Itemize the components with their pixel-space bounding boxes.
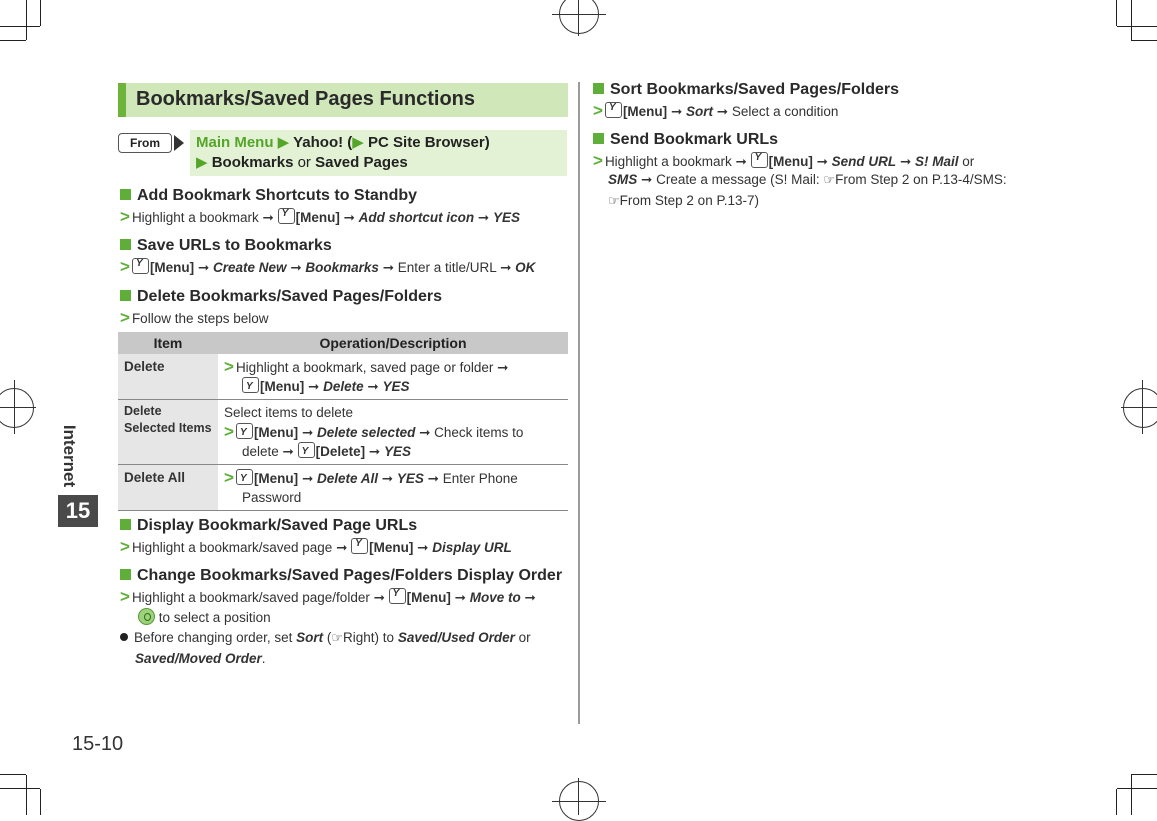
reference-text: From Step 2 on P.13-7) [619,193,759,208]
column-header-operation: Operation/Description [218,332,568,354]
chevron-right-icon: > [120,537,130,556]
step-text: Highlight a bookmark/saved page [131,540,333,555]
operation-cell: Select items to delete >Y [Menu] ➞ Delete selected ➞ Check items to delete ➞ Y[Delete] ➞ YES [218,400,568,465]
navigation-key-icon [138,608,155,625]
option-label: Delete All [317,471,379,486]
menu-path-line-2 [196,153,408,171]
menu-key-label: [Menu] [406,590,451,605]
crop-mark [1131,0,1132,40]
column-divider [578,82,580,724]
note-line-2 [135,651,266,666]
step-send-urls-cont2 [608,193,759,209]
option-label: Send URL [831,154,897,169]
step-change-order: > Highlight a bookmark/saved page/folder ➞ Y[Menu] ➞ Move to ➞ [120,587,536,607]
section-heading-change-order [120,567,562,585]
chapter-number-badge: 15 [58,495,98,527]
crop-mark [1116,789,1117,815]
operation-cell: > Highlight a bookmark, saved page or folder ➞ Y[Menu] ➞ Delete ➞ YES [218,354,568,400]
step-text: or [962,154,975,169]
bullet-icon [120,633,128,641]
item-cell: Delete All [118,465,218,511]
crop-mark [1131,775,1132,815]
heading-text: Display Bookmark/Saved Page URLs [137,517,418,534]
heading-text: Add Bookmark Shortcuts to Standby [137,187,418,204]
option-label: Delete [323,379,364,394]
yahoo-key-icon [389,588,406,604]
table-row [118,465,568,511]
crop-mark [0,788,40,789]
menu-path-box [190,130,567,176]
step-send-urls-cont: SMS ➞ Create a message (S! Mail: ☞From Step 2 on P.13-4/SMS: [608,172,1007,187]
registration-mark [1123,388,1157,428]
chevron-right-icon: > [224,422,234,441]
yahoo-key-icon [298,442,315,458]
triangle-icon: ▶ [277,134,290,151]
chevron-right-icon: > [120,308,130,327]
registration-mark [552,801,606,802]
option-label: Display URL [432,540,512,555]
crop-mark [1116,0,1117,26]
step-display-url: > Highlight a bookmark/saved page ➞ Y[Menu] ➞ Display URL [120,537,512,557]
option-label: Saved/Moved Order [135,651,262,666]
step-text: Enter Phone [442,471,518,486]
chevron-right-icon: > [120,257,130,276]
chapter-name: Internet [60,424,80,488]
menu-key-label: [Menu] [768,154,813,169]
step-text: Highlight a bookmark/saved page/folder [131,590,370,605]
step-text: Check items to [434,425,524,440]
menu-key-label: [Menu] [149,260,195,275]
item-cell: Delete [118,354,218,400]
crop-mark [26,0,27,40]
step-send-urls: > Highlight a bookmark ➞ Y[Menu] ➞ Send URL ➞ S! Mail or [593,151,974,171]
table-row [118,354,568,400]
delete-operations-table [118,332,568,511]
step-save-urls: >Y [Menu] ➞ Create New ➞ Bookmarks ➞ Enter a title/URL ➞ OK [120,257,535,277]
operation-cell: >Y [Menu] ➞ Delete All ➞ YES ➞ Enter Phone Password [218,465,568,511]
yahoo-key-icon [236,469,253,485]
yahoo-key-icon [351,538,368,554]
square-bullet-icon [593,83,604,94]
menu-key-label: [Menu] [253,425,299,440]
bookmarks-label: Bookmarks [211,154,294,171]
saved-pages-label: Saved Pages [315,154,408,171]
section-heading-delete [120,288,442,306]
yes-label: YES [396,471,424,486]
note-text: Before changing order, set [134,630,293,645]
option-label: Sort [296,630,324,645]
step-text: Password [242,490,302,505]
square-bullet-icon [120,290,131,301]
option-label: Create New [213,260,287,275]
note-text: Right) to [343,630,395,645]
registration-mark [578,0,579,36]
section-heading-sort [593,81,899,99]
section-heading-send-urls [593,131,778,149]
from-tab: From [118,133,172,153]
heading-text: Change Bookmarks/Saved Pages/Folders Display Order [137,567,563,584]
square-bullet-icon [593,133,604,144]
menu-path-line-1 [196,133,490,151]
step-text: Select a condition [731,104,839,119]
registration-mark [559,0,599,34]
yahoo-key-icon [751,152,768,168]
item-text: Delete [124,404,162,418]
registration-mark [0,388,34,428]
chevron-right-icon: > [224,357,234,376]
ok-label: OK [515,260,536,275]
main-menu-label: Main Menu [196,134,274,151]
section-heading-display-url [120,517,417,535]
item-cell [118,400,218,465]
section-title-bar [118,83,568,117]
heading-text: Delete Bookmarks/Saved Pages/Folders [137,288,443,305]
chapter-side-label [62,420,90,500]
square-bullet-icon [120,189,131,200]
chevron-right-icon: > [120,207,130,226]
chevron-right-icon: > [120,587,130,606]
yahoo-key-icon [278,208,295,224]
column-header-item: Item [118,332,218,354]
crop-mark [1117,26,1157,27]
pointing-hand-icon: ☞ [331,630,344,645]
yahoo-key-icon [605,102,622,118]
crop-mark [1131,774,1157,775]
heading-text: Save URLs to Bookmarks [137,237,332,254]
note-text: or [518,630,531,645]
option-label: Saved/Used Order [397,630,515,645]
registration-mark [0,407,36,408]
square-bullet-icon [120,519,131,530]
table-row [118,400,568,465]
registration-mark [1142,380,1143,434]
registration-mark [552,14,606,15]
yes-label: YES [382,379,410,394]
note-text: . [261,651,266,666]
step-text: Follow the steps below [131,311,269,326]
step-text: Select items to delete [224,405,354,420]
step-change-order-cont [138,608,271,625]
square-bullet-icon [120,569,131,580]
menu-key-label: [Menu] [253,471,299,486]
step-text: Highlight a bookmark [604,154,732,169]
pointing-hand-icon: ☞ [608,193,620,208]
step-text: Highlight a bookmark, saved page or folder [235,360,494,375]
registration-mark [14,380,15,434]
or-text: or [297,154,311,171]
step-add-shortcut: > Highlight a bookmark ➞ Y[Menu] ➞ Add shortcut icon ➞ YES [120,207,520,227]
step-sort: >Y [Menu] ➞ Sort ➞ Select a condition [593,101,838,121]
arrow-right-icon [174,135,184,151]
step-text: Highlight a bookmark [131,210,259,225]
crop-mark [0,26,40,27]
option-label: Move to [469,590,521,605]
table-header-row [118,332,568,354]
yahoo-key-icon [242,377,259,393]
section-heading-save-urls [120,237,332,255]
menu-key-label: [Menu] [295,210,340,225]
option-label: S! Mail [915,154,959,169]
crop-mark [0,40,26,41]
registration-mark [1121,407,1157,408]
menu-key-label: [Menu] [622,104,668,119]
option-label: Add shortcut icon [358,210,475,225]
step-text: Create a message (S! Mail: [656,172,820,187]
section-heading-add-shortcut [120,187,417,205]
triangle-icon: ▶ [352,134,364,151]
triangle-icon: ▶ [196,154,208,171]
chevron-right-icon: > [593,151,603,170]
heading-text: Send Bookmark URLs [610,131,779,148]
menu-key-label: [Menu] [260,379,305,394]
crop-mark [40,0,41,26]
page-number: 15-10 [72,733,124,755]
reference-text: From Step 2 on P.13-4/SMS: [835,172,1007,187]
heading-text: Sort Bookmarks/Saved Pages/Folders [610,81,899,98]
yes-label: YES [493,210,521,225]
square-bullet-icon [120,239,131,250]
title-accent [118,83,126,117]
registration-mark [578,778,579,815]
item-text: Selected Items [124,421,212,435]
option-label: Delete selected [317,425,416,440]
step-text: delete [242,444,279,459]
yahoo-label: Yahoo! ( [293,134,353,151]
option-label: Sort [686,104,714,119]
crop-mark [1117,788,1157,789]
crop-mark [40,789,41,815]
step-delete [120,308,269,328]
step-text: Enter a title/URL [397,260,497,275]
chevron-right-icon: > [224,468,234,487]
page-title: Bookmarks/Saved Pages Functions [136,88,476,110]
option-label: SMS [608,172,638,187]
crop-mark [1131,40,1157,41]
menu-key-label: [Menu] [369,540,414,555]
note-line-1: Before changing order, set Sort (☞Right) to Saved/Used Order or [120,630,531,646]
crop-mark [0,774,26,775]
step-text: to select a position [158,610,271,625]
pc-site-browser-label: PC Site Browser) [368,134,490,151]
yahoo-key-icon [132,258,149,274]
delete-key-label: [Delete] [315,444,366,459]
yes-label: YES [383,444,411,459]
pointing-hand-icon: ☞ [823,172,836,187]
option-label: Bookmarks [305,260,379,275]
yahoo-key-icon [236,423,253,439]
chevron-right-icon: > [593,101,603,120]
crop-mark [26,775,27,815]
